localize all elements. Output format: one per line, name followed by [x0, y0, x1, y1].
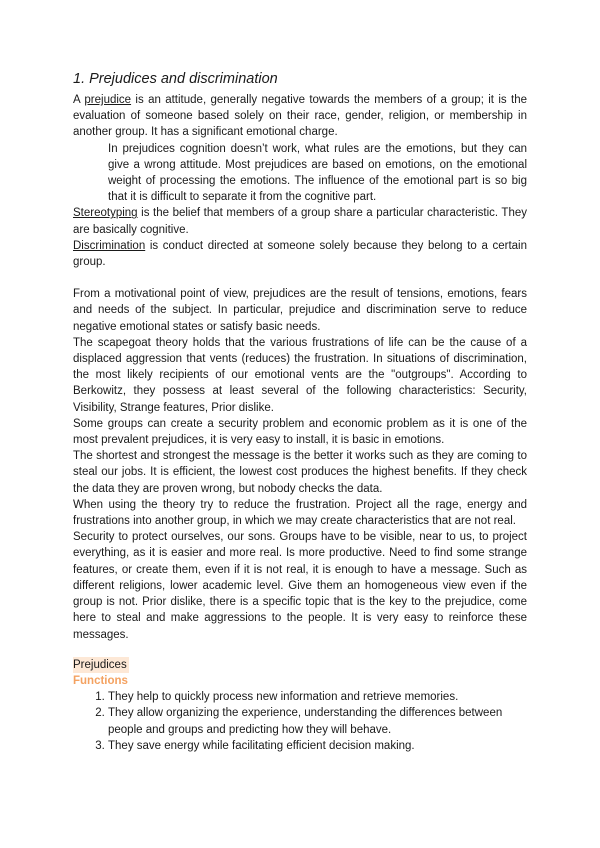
prejudice-def-text: is an attitude, generally negative towards the members of a group; it is the evaluation of someone based solely on their race, gender, religion, or membership in another group. It has a significant emotional charge. — [73, 94, 527, 139]
functions-list — [73, 689, 527, 754]
paragraph-spacer — [73, 270, 527, 286]
paragraph-scapegoat: The scapegoat theory holds that the various frustrations of life can be the cause of a displaced aggression that vents (reduces) the frustration. In situations of discrimination, the most likely recipients of our emotional vents are the "outgroups". According to Berkowitz, they possess at least several of the following characteristics: Security, Visibility, Strange features, Prior dislike. — [73, 336, 527, 414]
functions-heading: Functions — [73, 674, 128, 687]
stereotyping-def-text: is the belief that members of a group share a particular characteristic. They are basically cognitive. — [73, 207, 527, 236]
list-item: 3. They save energy while facilitating efficient decision making. — [108, 738, 527, 754]
cognition-note: In prejudices cognition doesn’t work, what rules are the emotions, but they can give a wrong attitude. Most prejudices are based on emotions, on the emotional weight of processing the emotions. The influence of the emotional part is so big that it is difficult to separate it from the cognitive part. — [108, 142, 527, 204]
discrimination-definition — [73, 238, 527, 270]
paragraph-theory-use: When using the theory try to reduce the frustration. Project all the rage, energy and frustrations into another group, in which we may create characteristics that are not real. — [73, 498, 527, 528]
paragraph-motivational: From a motivational point of view, prejudices are the result of tensions, emotions, fears and needs of the subject. In particular, prejudice and discrimination serve to reduce negative emotional states or satisfy basic needs. — [73, 288, 527, 333]
prejudice-term: prejudice — [84, 94, 132, 106]
section-label-row — [73, 657, 527, 673]
stereotyping-definition — [73, 205, 527, 237]
discrimination-def-text: is conduct directed at someone solely because they belong to a certain group. — [73, 239, 527, 269]
stereotyping-term: Stereotyping — [73, 207, 138, 220]
list-item: 2. They allow organizing the experience, understanding the differences between people and groups and predicting how they will behave. — [108, 705, 527, 737]
document-page — [73, 70, 527, 754]
discrimination-term: Discrimination — [73, 239, 146, 252]
paragraph-characteristics: Security to protect ourselves, our sons. Groups have to be visible, near to us, to project everything, as it is easier and more real. Is more productive. Need to find some strange features, or create them, even if it is not real, it is enough to have a message. Such as different religions, lower academic level. Give them an homogeneous view even if the group is not. Prior dislike, there is a specific topic that is the key to the prejudice, come here to steal and make aggressions to the people. It is very easy to reinforce these messages. — [73, 531, 527, 641]
prejudice-def-prefix: A — [73, 94, 85, 106]
prejudice-definition — [73, 92, 527, 141]
paragraph-message: The shortest and strongest the message is the better it works such as they are coming to steal our jobs. It is efficient, the lowest cost produces the highest benefits. If they check the data they are proven wrong, but nobody checks the data. — [73, 450, 527, 495]
paragraph-spacer — [73, 643, 527, 657]
section-label: Prejudices — [73, 657, 129, 673]
list-item: 1. They help to quickly process new information and retrieve memories. — [108, 689, 527, 705]
paragraph-security-problem: Some groups can create a security problem and economic problem as it is one of the most prevalent prejudices, it is very easy to install, it is basic in emotions. — [73, 417, 527, 447]
page-title: 1. Prejudices and discrimination — [73, 71, 278, 87]
